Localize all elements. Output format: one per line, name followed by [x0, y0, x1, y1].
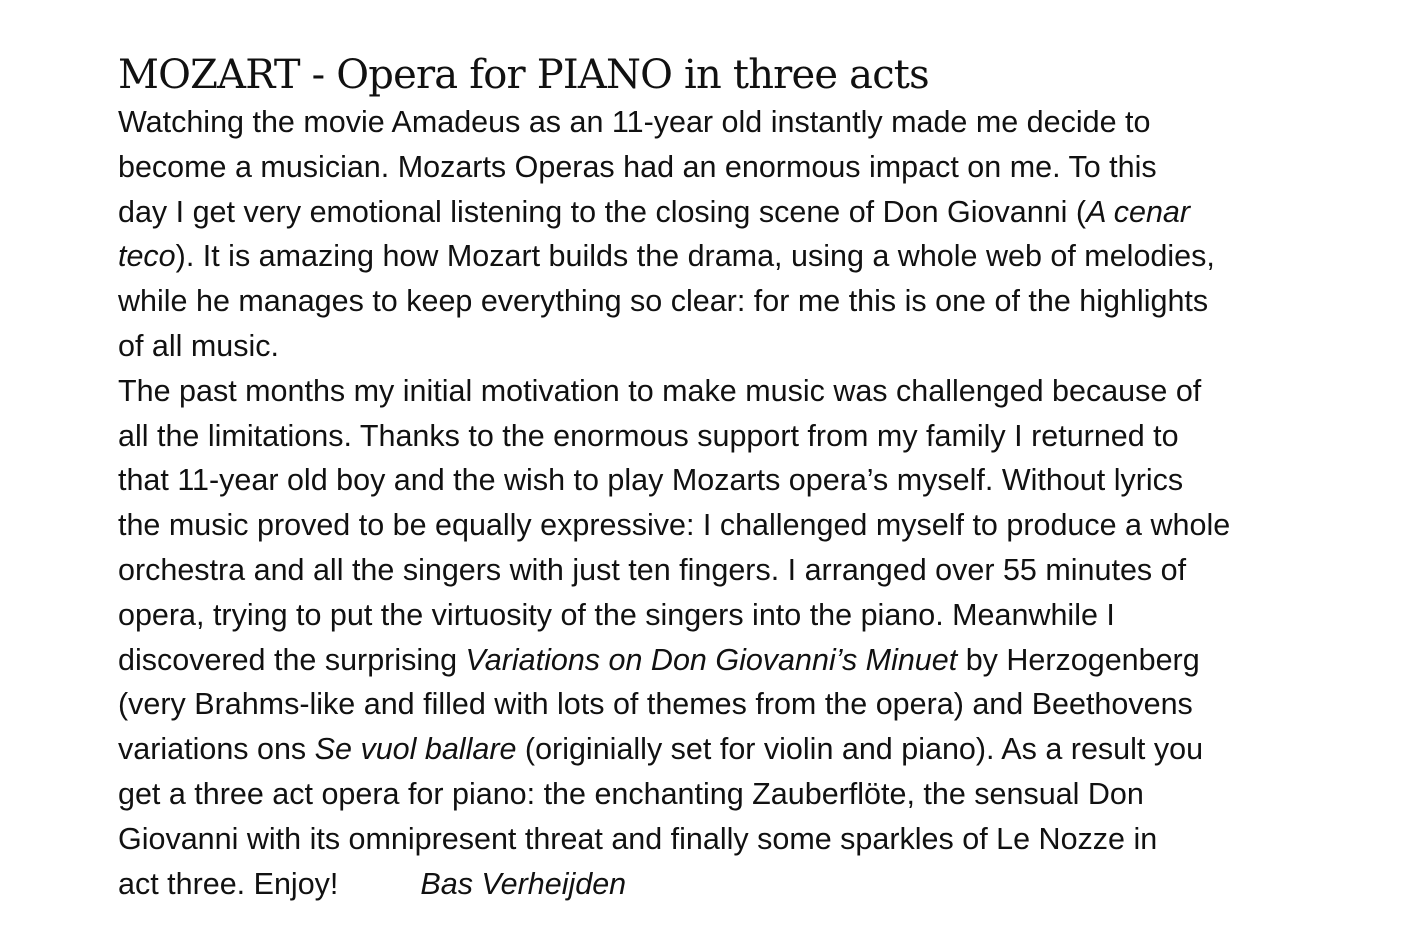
text-line: of all music. [118, 328, 280, 363]
text-line [118, 234, 1378, 279]
italic-title: Se vuol ballare [314, 732, 517, 767]
italic-title: teco [118, 239, 176, 274]
document [118, 50, 1378, 906]
text-line: (very Brahms-like and filled with lots of themes from the opera) and Beethovens [118, 687, 1193, 722]
text-run: act three. Enjoy! [118, 866, 339, 901]
text-line [118, 190, 1378, 235]
text-line: the music proved to be equally expressive: I challenged myself to produce a whole [118, 508, 1231, 543]
text-run: variations ons [118, 732, 315, 767]
text-line: The past months my initial motivation to make music was challenged because of [118, 373, 1202, 408]
text-run: day I get very emotional listening to the closing scene of Don Giovanni ( [118, 194, 1087, 229]
text-line [118, 862, 1378, 907]
text-line [118, 727, 1378, 772]
text-line: Giovanni with its omnipresent threat and finally some sparkles of Le Nozze in [118, 821, 1158, 856]
italic-title: Variations on Don Giovanni’s Minuet [465, 642, 958, 677]
text-line [118, 638, 1378, 683]
text-run: (originially set for violin and piano). As a result you [516, 732, 1204, 767]
text-run: by Herzogenberg [957, 642, 1200, 677]
text-run: ). It is amazing how Mozart builds the drama, using a whole web of melodies, [175, 239, 1215, 274]
text-line: while he manages to keep everything so clear: for me this is one of the highlights [118, 284, 1209, 319]
page-title: MOZART - Opera for PIANO in three acts [118, 52, 929, 98]
text-line: all the limitations. Thanks to the enormous support from my family I returned to [118, 418, 1179, 453]
intro-paragraph [118, 100, 1378, 369]
signature: Bas Verheijden [420, 866, 627, 901]
main-paragraph [118, 369, 1378, 907]
text-line: orchestra and all the singers with just ten fingers. I arranged over 55 minutes of [118, 552, 1187, 587]
text-line: that 11-year old boy and the wish to play Mozarts opera’s myself. Without lyrics [118, 463, 1184, 498]
italic-title: A cenar [1086, 194, 1191, 229]
text-line: get a three act opera for piano: the enchanting Zauberflöte, the sensual Don [118, 776, 1144, 811]
text-line: Watching the movie Amadeus as an 11-year old instantly made me decide to [118, 105, 1151, 139]
text-line: become a musician. Mozarts Operas had an enormous impact on me. To this [118, 149, 1157, 184]
text-run: discovered the surprising [118, 642, 466, 677]
text-line: opera, trying to put the virtuosity of the singers into the piano. Meanwhile I [118, 597, 1115, 632]
